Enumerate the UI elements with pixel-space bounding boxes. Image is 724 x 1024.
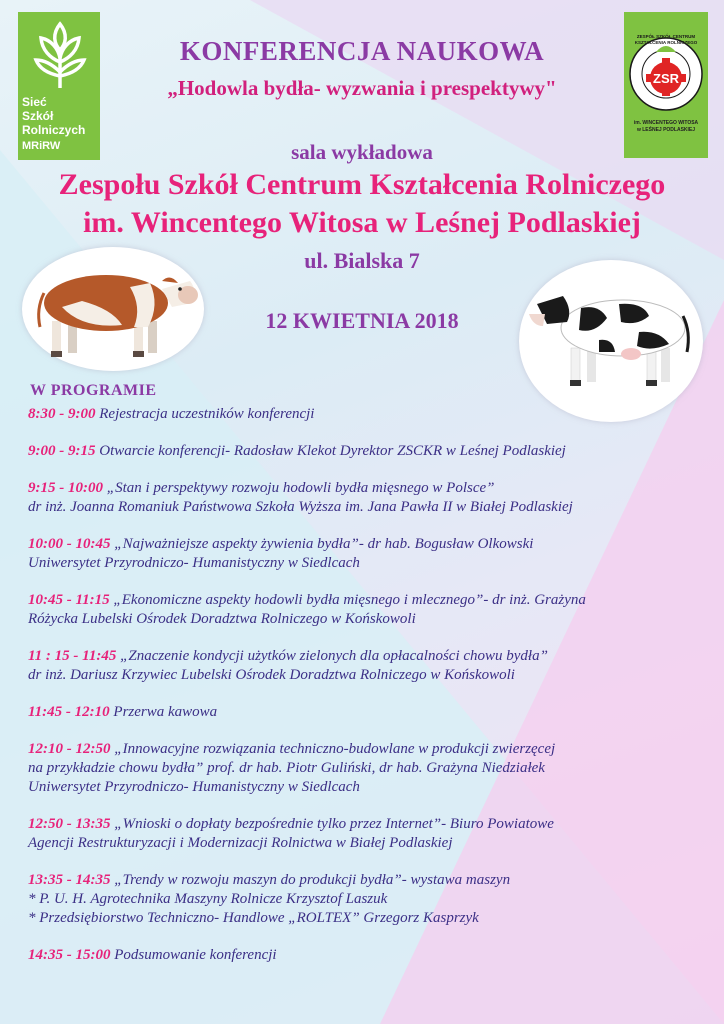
program-entry-7	[28, 703, 708, 722]
brown-white-cow-icon	[22, 247, 204, 371]
emblem-bottom-line-2: w LEŚNEJ PODLASKIEJ	[636, 127, 696, 133]
entry-line: Podsumowanie konferencji	[110, 947, 277, 963]
conference-date: 12 KWIETNIA 2018	[265, 308, 459, 333]
entry-time: 11:45 - 12:10	[28, 704, 110, 720]
entry-line: * Przedsiębiorstwo Techniczno- Handlowe „ROLTEX” Grzegorz Kasprzyk	[28, 910, 479, 926]
school-name-line-2: im. Wincentego Witosa w Leśnej Podlaskiej	[83, 206, 641, 239]
conference-subtitle: „Hodowla bydła- wyzwania i prespektywy"	[167, 76, 557, 100]
emblem-ring-text: ZESPÓŁ SZKÓŁ CENTRUM KSZTAŁCENIA ROLNICZEGO	[634, 34, 698, 45]
program-entry-9	[28, 815, 708, 853]
school-name-line-1: Zespołu Szkół Centrum Kształcenia Rolniczego	[58, 168, 666, 201]
entry-line: „Innowacyjne rozwiązania techniczno-budowlane w produkcji zwierzęcej	[110, 741, 556, 757]
entry-line: na przykładzie chowu bydła” prof. dr hab. Piotr Guliński, dr hab. Grażyna Niedziałek	[28, 760, 545, 776]
entry-line: * P. U. H. Agrotechnika Maszyny Rolnicze Krzysztof Laszuk	[28, 891, 388, 907]
entry-line: „Ekonomiczne aspekty hodowli bydła mięsnego i mlecznego”- dr inż. Grażyna	[109, 592, 586, 608]
program-entry-4	[28, 535, 708, 573]
entry-line: „Znaczenie kondycji użytków zielonych dla opłacalności chowu bydła”	[116, 648, 548, 664]
venue-label: sala wykładowa	[291, 140, 433, 164]
program-entry-6	[28, 647, 708, 685]
entry-line: dr inż. Dariusz Krzywiec Lubelski Ośrodek Doradztwa Rolniczego w Końskowoli	[28, 667, 515, 683]
emblem-center-text: ZSR	[653, 71, 679, 86]
program-entry-2	[28, 442, 708, 461]
program-list	[28, 405, 708, 983]
program-entry-3	[28, 479, 708, 517]
street-address: ul. Bialska 7	[304, 248, 420, 273]
entry-time: 14:35 - 15:00	[28, 947, 111, 963]
program-entry-11	[28, 946, 708, 965]
entry-line: Otwarcie konferencji- Radosław Klekot Dyrektor ZSCKR w Leśnej Podlaskiej	[95, 443, 566, 459]
entry-line: Rejestracja uczestników konferencji	[95, 406, 315, 422]
program-entry-10	[28, 871, 708, 928]
entry-time: 9:00 - 9:15	[28, 443, 96, 459]
entry-line: dr inż. Joanna Romaniuk Państwowa Szkoła Wyższa im. Jana Pawła II w Białej Podlaskiej	[28, 499, 573, 515]
entry-time: 13:35 - 14:35	[28, 872, 111, 888]
entry-line: „Trendy w rozwoju maszyn do produkcji bydła”- wystawa maszyn	[110, 872, 511, 888]
entry-time: 12:10 - 12:50	[28, 741, 111, 757]
program-heading: W PROGRAMIE	[30, 382, 157, 399]
entry-line: „Wnioski o dopłaty bezpośrednie tylko przez Internet”- Biuro Powiatowe	[110, 816, 554, 832]
entry-line: Przerwa kawowa	[109, 704, 218, 720]
black-white-cow-icon	[519, 260, 703, 422]
program-entry-1	[28, 405, 708, 424]
entry-line: Różycka Lubelski Ośrodek Doradztwa Rolniczego w Końskowoli	[28, 611, 416, 627]
entry-time: 10:00 - 10:45	[28, 536, 111, 552]
conference-title: KONFERENCJA NAUKOWA	[179, 36, 545, 66]
logo-line-1: Sieć	[22, 95, 47, 109]
entry-time: 12:50 - 13:35	[28, 816, 111, 832]
program-entry-8	[28, 740, 708, 797]
entry-time: 9:15 - 10:00	[28, 480, 103, 496]
logo-line-4: MRiRW	[22, 140, 61, 152]
entry-line: Uniwersytet Przyrodniczo- Humanistyczny w Siedlcach	[28, 779, 360, 795]
entry-line: Uniwersytet Przyrodniczo- Humanistyczny w Siedlcach	[28, 555, 360, 571]
emblem-bottom-line-1: im. WINCENTEGO WITOSA	[633, 120, 699, 126]
entry-time: 8:30 - 9:00	[28, 406, 96, 422]
entry-line: „Stan i perspektywy rozwoju hodowli bydła mięsnego w Polsce”	[103, 480, 495, 496]
entry-time: 10:45 - 11:15	[28, 592, 110, 608]
cow-image-right	[519, 260, 703, 422]
cow-image-left	[22, 247, 204, 371]
entry-line: Agencji Restrukturyzacji i Modernizacji Rolnictwa w Białej Podlaskiej	[28, 835, 453, 851]
logo-line-3: Rolniczych	[22, 123, 86, 137]
logo-line-2: Szkół	[22, 109, 54, 123]
program-entry-5	[28, 591, 708, 629]
entry-line: „Najważniejsze aspekty żywienia bydła”- dr hab. Bogusław Olkowski	[110, 536, 534, 552]
entry-time: 11 : 15 - 11:45	[28, 648, 117, 664]
